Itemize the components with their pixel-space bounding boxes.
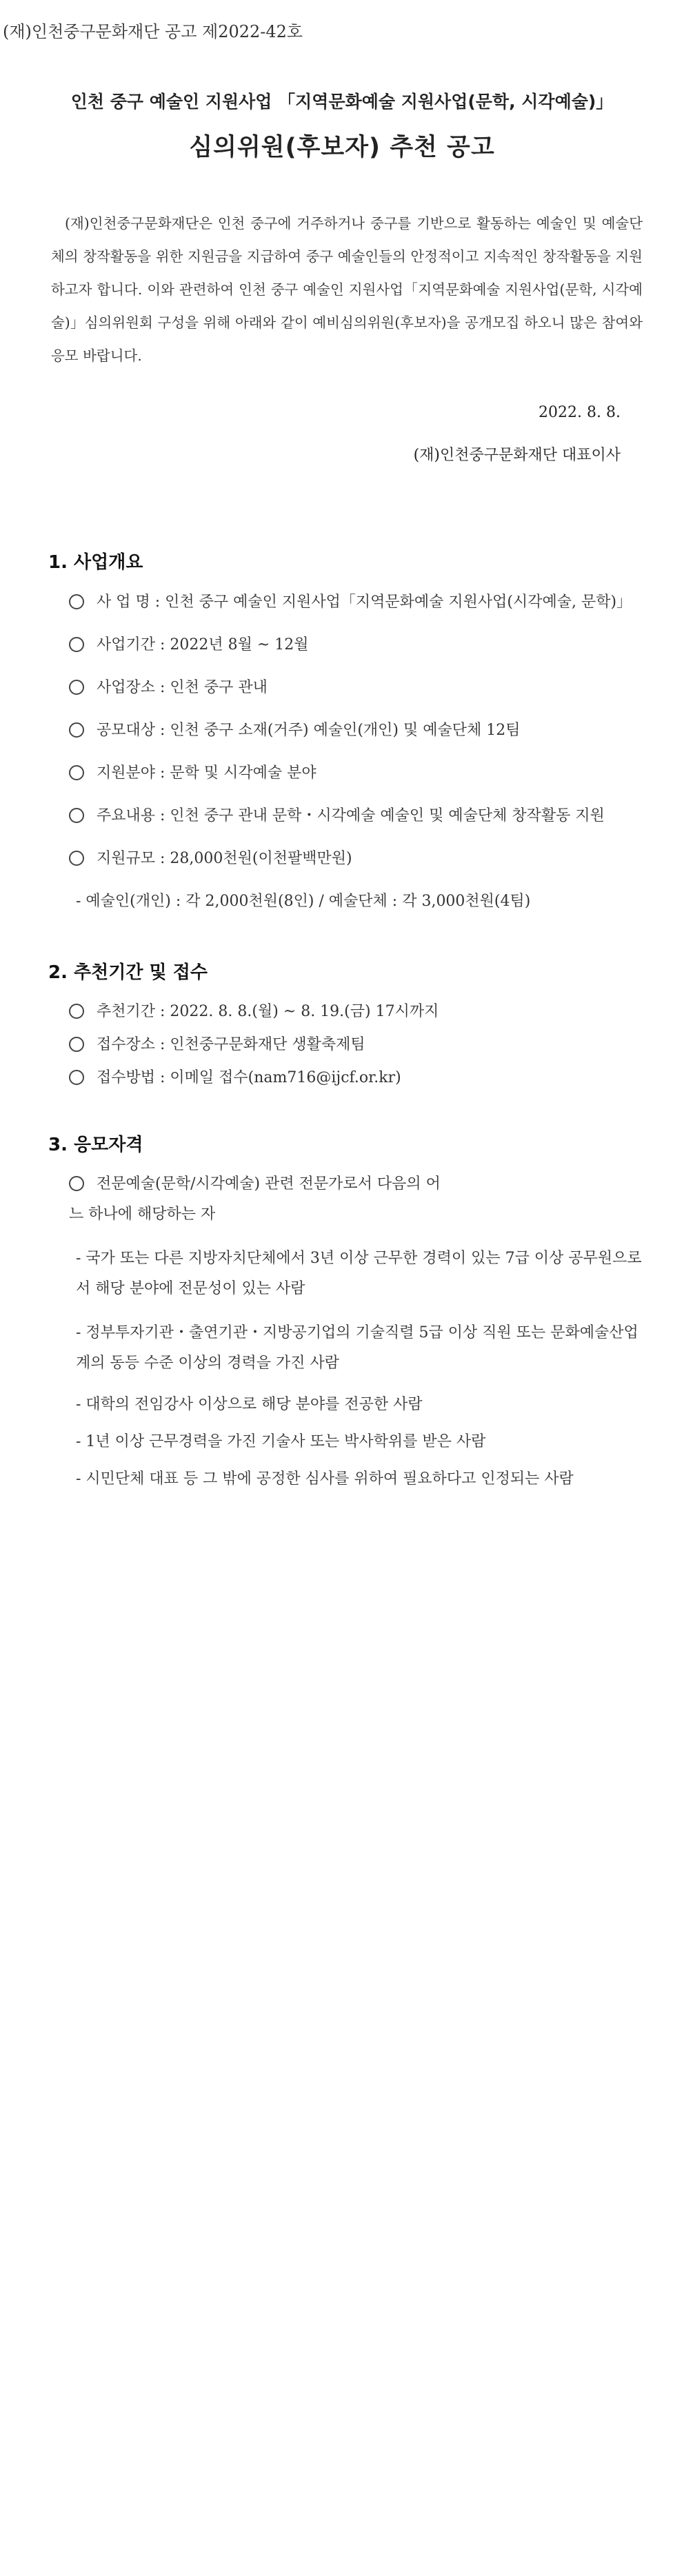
circle-bullet-icon (69, 1037, 84, 1052)
sub-item: - 예술인(개인) : 각 2,000천원(8인) / 예술단체 : 각 3,000천원(4팀) (76, 893, 531, 910)
list-item: 접수방법 : 이메일 접수(nam716@ijcf.or.kr) (69, 1066, 401, 1087)
sub-item: - 대학의 전임강사 이상으로 해당 분야를 전공한 사람 (76, 1396, 423, 1413)
circle-bullet-icon (69, 765, 84, 780)
sub-item: - 시민단체 대표 등 그 밖에 공정한 심사를 위하여 필요하다고 인정되는 사람 (76, 1470, 574, 1488)
issuer: (재)인천중구문화재단 대표이사 (413, 447, 621, 464)
list-item: 공모대상 : 인천 중구 소재(거주) 예술인(개인) 및 예술단체 12팀 (69, 718, 520, 740)
sub-item: - 1년 이상 근무경력을 가진 기술사 또는 박사학위를 받은 사람 (76, 1433, 486, 1450)
document-number: (재)인천중구문화재단 공고 제2022-42호 (3, 22, 303, 41)
page-title: 심의위원(후보자) 추천 공고 (189, 134, 495, 161)
list-item: 접수장소 : 인천중구문화재단 생활축제팀 (69, 1033, 365, 1054)
list-item: 주요내용 : 인천 중구 관내 문학・시각예술 예술인 및 예술단체 창작활동 지원 (69, 804, 605, 825)
announcement-date: 2022. 8. 8. (539, 404, 621, 421)
circle-bullet-icon (69, 680, 84, 695)
circle-bullet-icon (69, 637, 84, 652)
section-heading: 1. 사업개요 (48, 552, 143, 573)
list-item: 추천기간 : 2022. 8. 8.(월) ~ 8. 19.(금) 17시까지 (69, 1000, 439, 1021)
sub-item: - 국가 또는 다른 지방자치단체에서 3년 이상 근무한 경력이 있는 7급 이상 공무원으로서 해당 분야에 전문성이 있는 사람 (76, 1250, 642, 1297)
list-item: 사 업 명 : 인천 중구 예술인 지원사업「지역문화예술 지원사업(시각예술, 문학)」 (69, 590, 632, 611)
circle-bullet-icon (69, 1004, 84, 1019)
list-item: 지원분야 : 문학 및 시각예술 분야 (69, 761, 316, 782)
list-item: 사업기간 : 2022년 8월 ~ 12월 (69, 633, 309, 654)
circle-bullet-icon (69, 594, 84, 609)
section-heading: 3. 응모자격 (48, 1135, 143, 1155)
program-subtitle: 인천 중구 예술인 지원사업 「지역문화예술 지원사업(문학, 시각예술)」 (70, 92, 614, 112)
circle-bullet-icon (69, 851, 84, 866)
section-heading: 2. 추천기간 및 접수 (48, 962, 208, 983)
circle-bullet-icon (69, 808, 84, 823)
circle-bullet-icon (69, 1070, 84, 1085)
list-item: 사업장소 : 인천 중구 관내 (69, 676, 268, 697)
list-item: 지원규모 : 28,000천원(이천팔백만원) (69, 846, 352, 868)
list-item: 전문예술(문학/시각예술) 관련 전문가로서 다음의 어느 하나에 해당하는 자 (69, 1175, 441, 1223)
circle-bullet-icon (69, 1176, 84, 1191)
circle-bullet-icon (69, 722, 84, 738)
sub-item: - 정부투자기관・출연기관・지방공기업의 기술직렬 5급 이상 직원 또는 문화예술산업계의 동등 수준 이상의 경력을 가진 사람 (76, 1324, 638, 1372)
intro-paragraph: (재)인천중구문화재단은 인천 중구에 거주하거나 중구를 기반으로 활동하는 예술인 및 예술단체의 창작활동을 위한 지원금을 지급하여 중구 예술인들의 안정적이고 지속적인 창작활동을 지원하고자 합니다. 이와 관련하여 인천 중구 예술인 지원사업「지역문화예술 지원사업(문학, 시각예술)」심의위원회 구성을 위해 아래와 같이 예비심의위원(후보자)을 공개모집 하오니 많은 참여와 응모 바랍니다. (51, 215, 643, 364)
